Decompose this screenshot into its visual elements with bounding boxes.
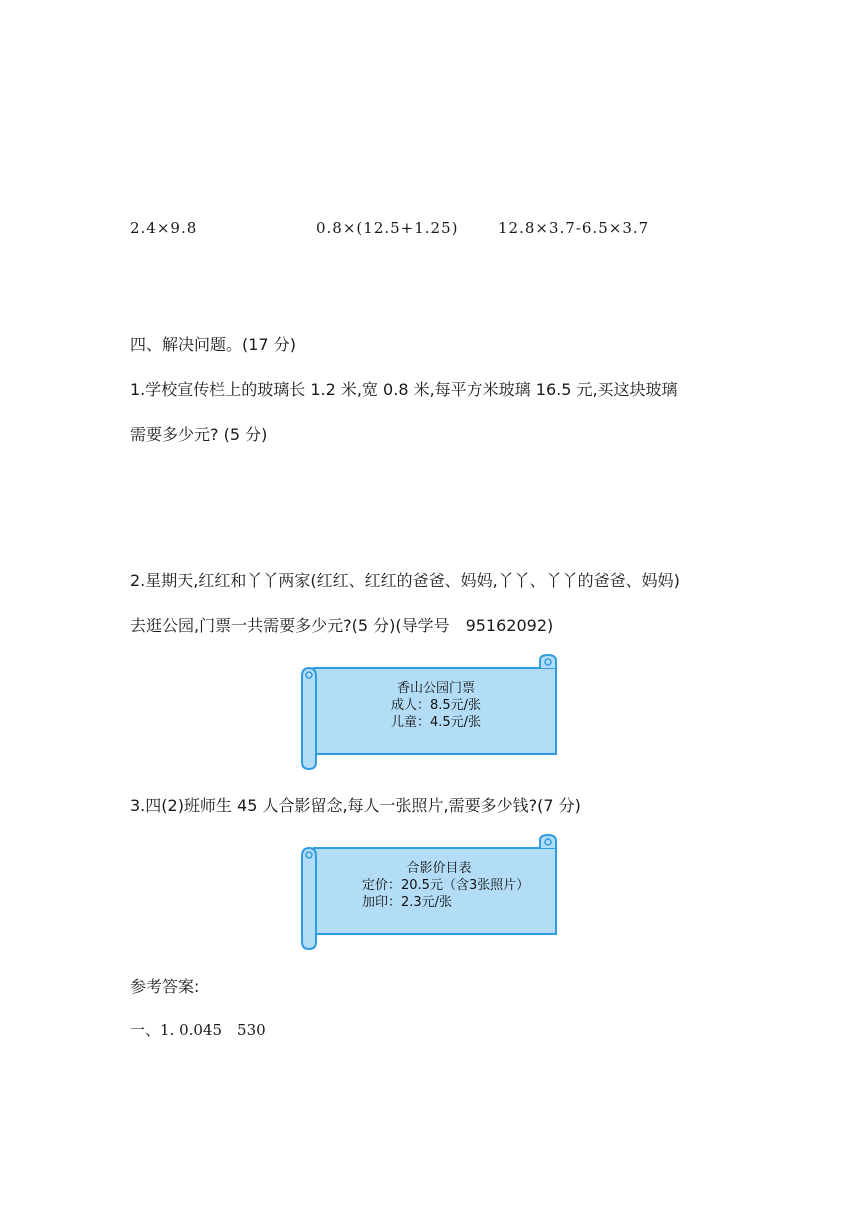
photo-price-scroll-card [300,834,560,950]
question-2-line-2: 去逛公园,门票一共需要多少元?(5 分)(导学号 95162092) [130,616,554,635]
question-2-line-1: 2.星期天,红红和丫丫两家(红红、红红的爸爸、妈妈,丫丫、丫丫的爸爸、妈妈) [130,571,680,590]
question-1-line-1: 1.学校宣传栏上的玻璃长 1.2 米,宽 0.8 米,每平方米玻璃 16.5 元,买这块玻璃 [130,380,678,399]
calc-1: 2.4×9.8 [130,219,198,237]
ticket-title: 香山公园门票 [396,681,475,696]
answers-line-1: 一、1. 0.045 530 [130,1021,266,1039]
calc-3: 12.8×3.7-6.5×3.7 [498,219,650,237]
ticket-adult-price: 成人：8.5元/张 [390,698,482,713]
photo-extra-price: 加印：2.3元/张 [362,895,453,910]
question-1-line-2: 需要多少元? (5 分) [130,425,268,444]
photo-base-price: 定价：20.5元（含3张照片） [362,878,530,893]
question-3-line-1: 3.四(2)班师生 45 人合影留念,每人一张照片,需要多少钱?(7 分) [130,796,581,815]
section-heading: 四、解决问题。(17 分) [130,335,296,354]
photo-price-title: 合影价目表 [406,861,472,876]
calc-2: 0.8×(12.5+1.25) [316,219,459,237]
ticket-scroll-card [300,654,560,770]
ticket-text [316,680,556,731]
ticket-child-price: 儿童：4.5元/张 [390,715,482,730]
answers-heading: 参考答案: [130,977,200,996]
photo-price-text [316,860,556,911]
